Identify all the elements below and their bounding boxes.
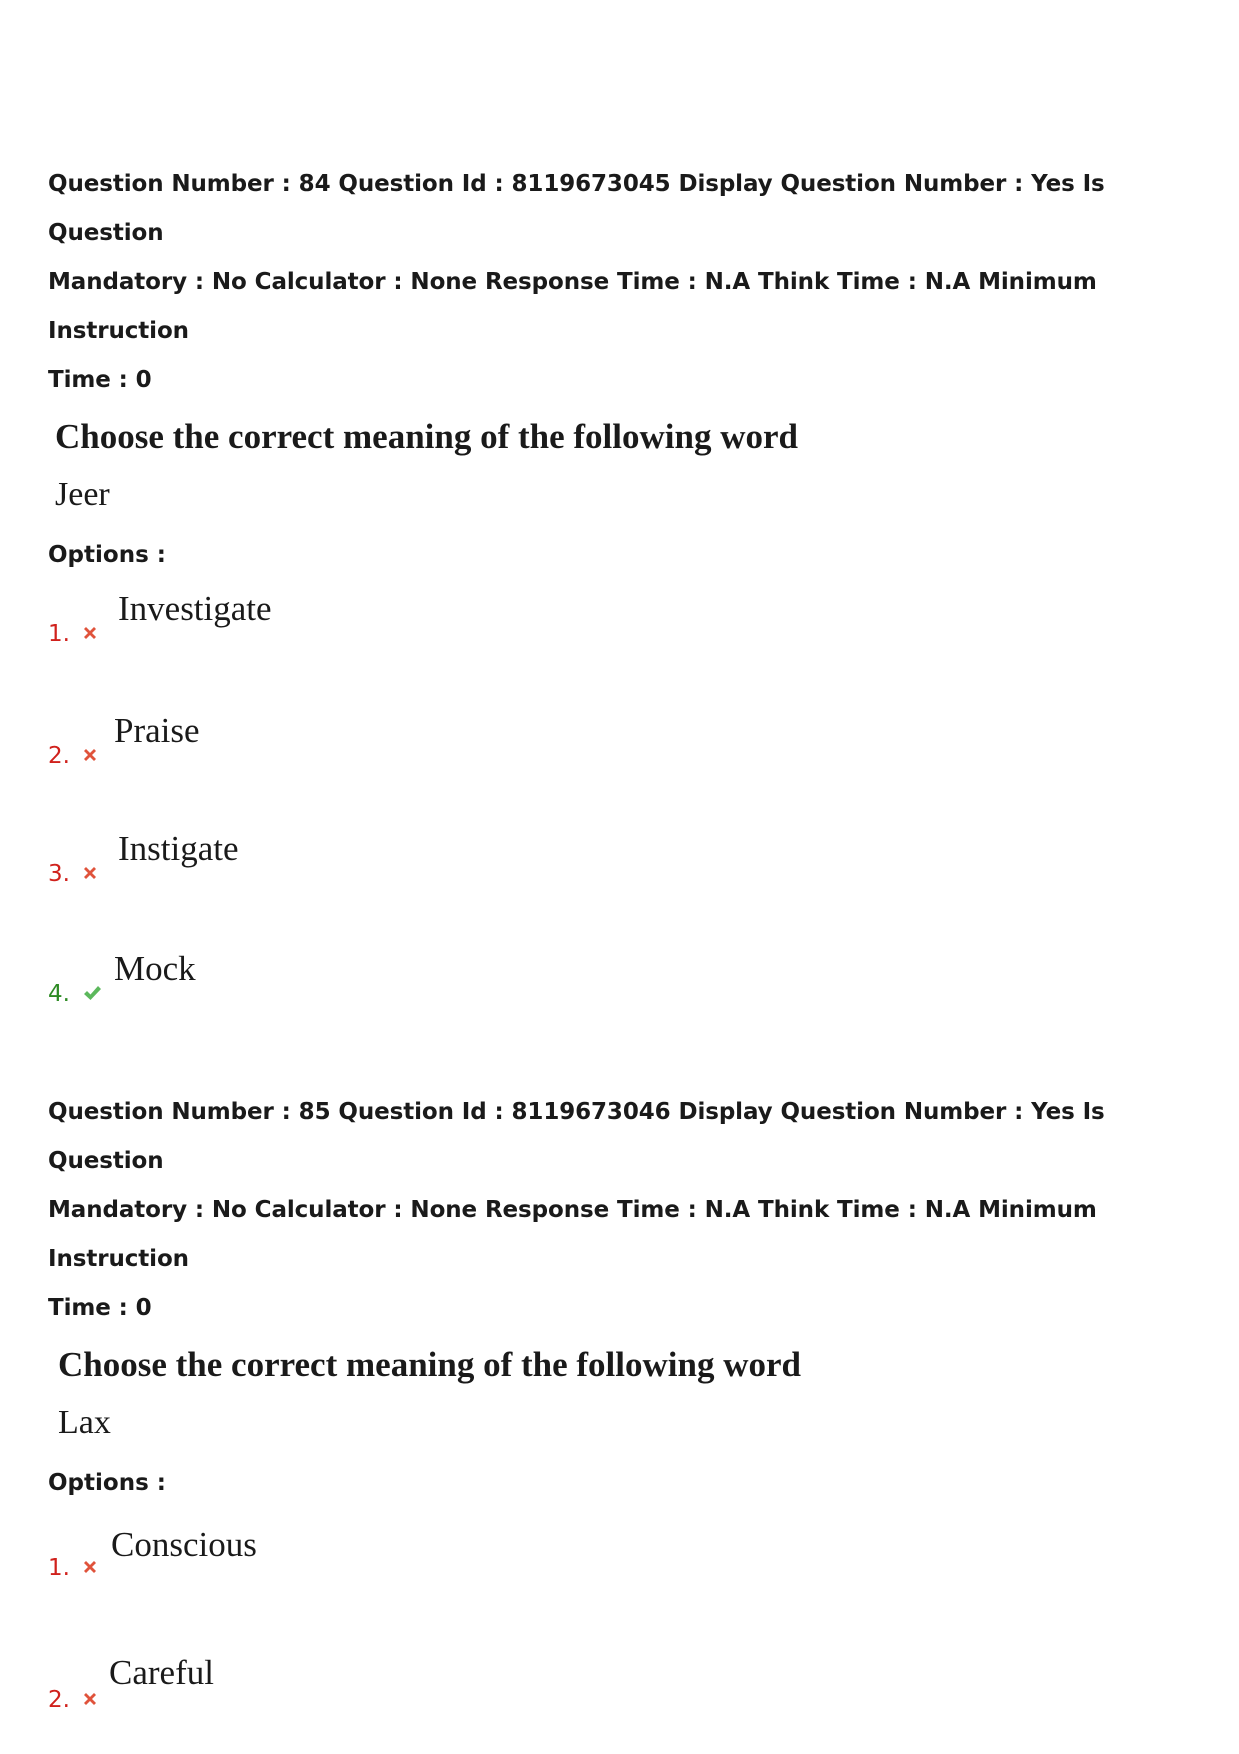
options-label: Options : — [48, 1470, 166, 1496]
options-list — [48, 1525, 1208, 1739]
question-word: Lax — [58, 1404, 111, 1441]
option-number: 4. — [48, 981, 70, 1007]
question-block-85 — [48, 1088, 1208, 1739]
option-item — [48, 829, 1208, 971]
option-number: 1. — [48, 1555, 70, 1581]
question-word: Jeer — [55, 476, 110, 513]
option-text: Mock — [114, 949, 196, 988]
question-meta-line-2: Mandatory : No Calculator : None Response Time : N.A Think Time : N.A Minimum Instruction — [48, 269, 1097, 344]
option-number: 3. — [48, 861, 70, 887]
cross-icon — [80, 745, 100, 765]
option-item — [48, 1525, 1208, 1679]
question-meta — [48, 1088, 1208, 1333]
option-text: Careful — [109, 1653, 214, 1692]
option-text: Investigate — [118, 589, 272, 628]
option-number: 1. — [48, 621, 70, 647]
cross-icon — [80, 1689, 100, 1709]
cross-icon — [80, 1557, 100, 1577]
option-number: 2. — [48, 743, 70, 769]
options-label: Options : — [48, 542, 166, 568]
question-block-84 — [48, 160, 1208, 1031]
question-meta — [48, 160, 1208, 405]
option-text: Instigate — [118, 829, 239, 868]
cross-icon — [80, 863, 100, 883]
question-meta-line-3: Time : 0 — [48, 367, 152, 393]
option-item — [48, 589, 1208, 733]
option-item — [48, 1653, 1208, 1739]
options-list — [48, 589, 1208, 1031]
option-number: 2. — [48, 1687, 70, 1713]
question-stem: Choose the correct meaning of the following word — [58, 1345, 801, 1384]
option-text: Praise — [114, 711, 200, 750]
question-meta-line-1: Question Number : 85 Question Id : 8119673046 Display Question Number : Yes Is Question — [48, 1099, 1105, 1174]
question-stem: Choose the correct meaning of the following word — [55, 417, 798, 456]
cross-icon — [80, 623, 100, 643]
question-meta-line-1: Question Number : 84 Question Id : 8119673045 Display Question Number : Yes Is Question — [48, 171, 1105, 246]
question-meta-line-3: Time : 0 — [48, 1295, 152, 1321]
option-item — [48, 949, 1208, 1031]
check-icon — [80, 983, 104, 1003]
option-text: Conscious — [111, 1525, 257, 1564]
question-meta-line-2: Mandatory : No Calculator : None Response Time : N.A Think Time : N.A Minimum Instruction — [48, 1197, 1097, 1272]
